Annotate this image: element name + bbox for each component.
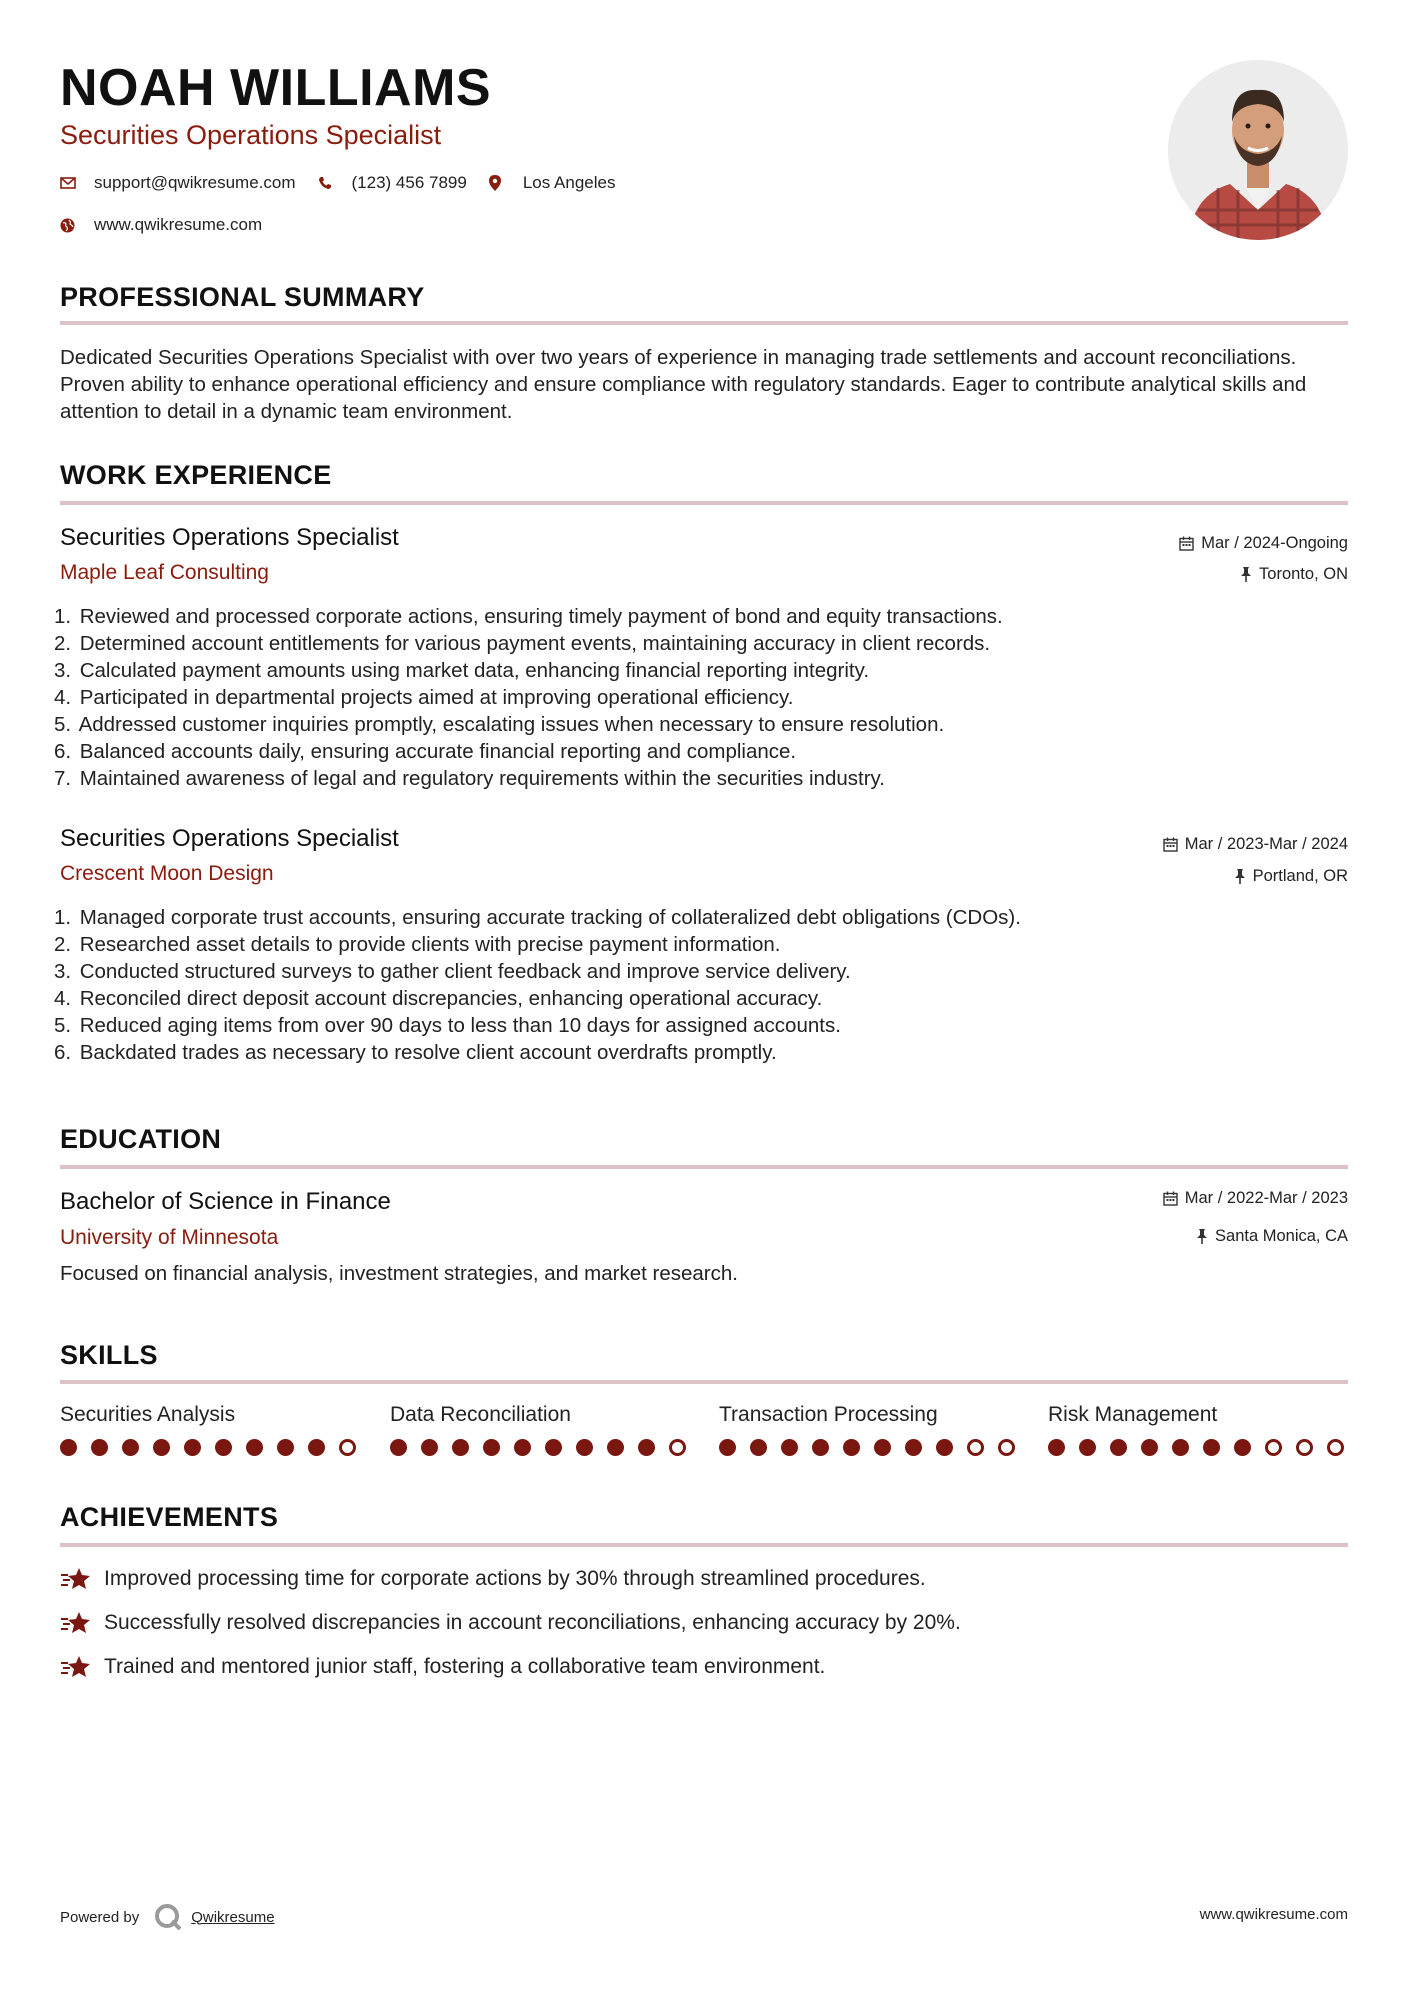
skill-name: Transaction Processing [719,1403,938,1426]
candidate-role: Securities Operations Specialist [60,120,442,150]
school-name: University of Minnesota [60,1226,279,1249]
contact-row-2 [60,215,284,235]
job-title: Securities Operations Specialist [60,524,399,551]
qwikresume-logo-icon [153,1902,183,1932]
rating-dot-filled [781,1439,798,1456]
star-icon [60,1610,104,1636]
job-bullets [54,904,1344,1066]
education-description: Focused on financial analysis, investment strategies, and market research. [60,1262,738,1285]
skill-item [390,1403,690,1427]
rating-dot-filled [421,1439,438,1456]
skill-item [60,1403,360,1427]
qwikresume-link[interactable]: Qwikresume [191,1908,275,1926]
location-pin-icon [489,175,523,191]
rating-dot-empty [1296,1439,1313,1456]
achievement-item [60,1654,825,1680]
contact-row-1 [60,173,637,193]
rating-dot-filled [905,1439,922,1456]
rating-dot-filled [576,1439,593,1456]
location-text: Los Angeles [522,173,616,192]
company-name: Crescent Moon Design [60,862,274,885]
achievements-heading: ACHIEVEMENTS [60,1502,279,1532]
rating-dot-filled [750,1439,767,1456]
rating-dot-filled [246,1439,263,1456]
rating-dot-filled [874,1439,891,1456]
education-location [1196,1227,1348,1246]
rating-dot-empty [1327,1439,1344,1456]
list-item: 5. Reduced aging items from over 90 days to less than 10 days for assigned accounts. [54,1014,841,1037]
rating-dot-filled [1203,1439,1220,1456]
job-location [1234,867,1348,886]
list-item: 3. Calculated payment amounts using market data, enhancing financial reporting integrity. [54,659,870,682]
star-icon [60,1654,104,1680]
rating-dot-filled [60,1439,77,1456]
list-item: 4. Reconciled direct deposit account discrepancies, enhancing operational accuracy. [54,987,823,1010]
date-range: Mar / 2024-Ongoing [1201,534,1348,552]
email-link[interactable]: support@qwikresume.com [94,173,296,192]
list-item: 7. Maintained awareness of legal and regulatory requirements within the securities industry. [54,767,885,790]
location: Portland, OR [1252,867,1348,885]
phone-icon [318,176,352,190]
rating-dot-filled [184,1439,201,1456]
rating-dot-filled [1048,1439,1065,1456]
skills-heading: SKILLS [60,1340,158,1370]
calendar-icon [1179,536,1194,551]
experience-heading: WORK EXPERIENCE [60,460,332,490]
rating-dot-filled [843,1439,860,1456]
date-range: Mar / 2023-Mar / 2024 [1184,835,1348,853]
job-title: Securities Operations Specialist [60,825,399,852]
section-divider [60,1543,1348,1547]
skill-rating [719,1439,1029,1456]
rating-dot-empty [967,1439,984,1456]
skill-name: Data Reconciliation [390,1403,571,1426]
achievement-text: Improved processing time for corporate actions by 30% through streamlined procedures. [104,1567,926,1590]
rating-dot-empty [998,1439,1015,1456]
rating-dot-filled [545,1439,562,1456]
rating-dot-filled [607,1439,624,1456]
achievement-text: Trained and mentored junior staff, fostering a collaborative team environment. [104,1655,826,1678]
phone-number[interactable]: (123) 456 7899 [351,173,467,192]
pushpin-icon [1234,869,1246,884]
section-divider [60,1165,1348,1169]
rating-dot-filled [719,1439,736,1456]
location: Toronto, ON [1259,565,1348,583]
list-item: 3. Conducted structured surveys to gather client feedback and improve service delivery. [54,960,851,983]
footer-website-link[interactable]: www.qwikresume.com [1199,1906,1348,1923]
rating-dot-filled [390,1439,407,1456]
degree-title: Bachelor of Science in Finance [60,1188,391,1215]
list-item: 2. Researched asset details to provide clients with precise payment information. [54,933,781,956]
list-item: 5. Addressed customer inquiries promptly, escalating issues when necessary to ensure resolution. [54,713,945,736]
achievement-text: Successfully resolved discrepancies in account reconciliations, enhancing accuracy by 20%. [104,1611,961,1634]
rating-dot-empty [669,1439,686,1456]
rating-dot-filled [91,1439,108,1456]
rating-dot-filled [812,1439,829,1456]
list-item: 6. Balanced accounts daily, ensuring accurate financial reporting and compliance. [54,740,797,763]
list-item: 2. Determined account entitlements for various payment events, maintaining accuracy in client records. [54,632,991,655]
rating-dot-filled [215,1439,232,1456]
achievement-item [60,1610,961,1636]
rating-dot-filled [1141,1439,1158,1456]
rating-dot-empty [339,1439,356,1456]
email-icon [60,177,94,189]
section-divider [60,321,1348,325]
job-dates [1163,835,1348,854]
rating-dot-filled [277,1439,294,1456]
candidate-name: NOAH WILLIAMS [60,59,492,117]
skill-name: Risk Management [1048,1403,1218,1426]
rating-dot-empty [1265,1439,1282,1456]
summary-heading: PROFESSIONAL SUMMARY [60,282,425,312]
list-item: 6. Backdated trades as necessary to resolve client account overdrafts promptly. [54,1041,777,1064]
skill-item [1048,1403,1348,1427]
date-range: Mar / 2022-Mar / 2023 [1184,1189,1348,1207]
globe-icon [60,218,94,233]
job-dates [1179,534,1348,553]
calendar-icon [1163,1191,1178,1206]
job-bullets [54,603,1344,792]
footer-powered-by [60,1902,275,1932]
calendar-icon [1163,837,1178,852]
rating-dot-filled [1110,1439,1127,1456]
list-item: 1. Reviewed and processed corporate actions, ensuring timely payment of bond and equity transactions. [54,605,1003,628]
rating-dot-filled [308,1439,325,1456]
skill-name: Securities Analysis [60,1403,236,1426]
skill-rating [1048,1439,1358,1456]
rating-dot-filled [153,1439,170,1456]
pushpin-icon [1196,1229,1208,1244]
location: Santa Monica, CA [1215,1227,1348,1245]
rating-dot-filled [514,1439,531,1456]
rating-dot-filled [1079,1439,1096,1456]
powered-by-label: Powered by [60,1908,140,1926]
rating-dot-filled [1234,1439,1251,1456]
skill-rating [390,1439,700,1456]
company-name: Maple Leaf Consulting [60,561,269,584]
section-divider [60,1380,1348,1384]
skill-rating [60,1439,370,1456]
rating-dot-filled [452,1439,469,1456]
summary-text: Dedicated Securities Operations Specialist with over two years of experience in managing trade settlements and account reconciliations. Proven ability to enhance operational efficiency and ensure compliance with regulatory standards. Eager to contribute analytical skills and attention to detail in a dynamic team environment. [60,346,1307,423]
skill-item [719,1403,1019,1427]
section-divider [60,501,1348,505]
pushpin-icon [1240,567,1252,582]
rating-dot-filled [638,1439,655,1456]
profile-photo [1168,60,1348,240]
rating-dot-filled [122,1439,139,1456]
education-heading: EDUCATION [60,1124,222,1154]
education-dates [1163,1189,1348,1208]
achievement-item [60,1566,926,1592]
list-item: 4. Participated in departmental projects aimed at improving operational efficiency. [54,686,794,709]
star-icon [60,1566,104,1592]
job-location [1240,565,1348,584]
rating-dot-filled [936,1439,953,1456]
list-item: 1. Managed corporate trust accounts, ensuring accurate tracking of collateralized debt obligations (CDOs). [54,906,1021,929]
rating-dot-filled [1172,1439,1189,1456]
rating-dot-filled [483,1439,500,1456]
website-link[interactable]: www.qwikresume.com [94,215,263,234]
